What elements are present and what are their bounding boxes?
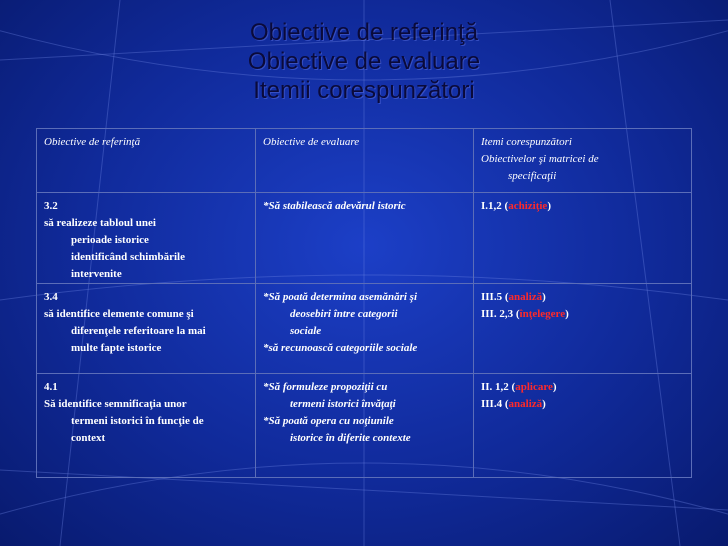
- item-code: I.1,2 (: [481, 200, 509, 212]
- item-keyword: analiză: [508, 398, 543, 410]
- objective-text: să identifice elemente comune şi: [44, 308, 194, 320]
- item-keyword: analiză: [508, 291, 543, 303]
- item-keyword: achiziţie: [508, 200, 548, 212]
- table-header-row: [37, 129, 692, 193]
- item-entry: [481, 396, 685, 413]
- header-items: [474, 129, 692, 193]
- item-entry: [481, 306, 685, 323]
- item-code: III.4 (: [481, 398, 509, 410]
- title-line-2: Obiective de evaluare: [247, 48, 481, 75]
- slide-title: [0, 18, 728, 105]
- table-row: [37, 193, 692, 284]
- title-line-1: Obiective de referinţă: [249, 19, 479, 46]
- item-suffix: ): [542, 291, 546, 303]
- items-cell: [474, 374, 692, 478]
- evaluation-objective-cell: [256, 193, 474, 284]
- evaluation-objective-cell: [256, 374, 474, 478]
- evaluation-text: *să recunoască categoriile sociale: [263, 342, 418, 354]
- objective-text-cont: termeni istorici în funcţie de: [71, 415, 204, 427]
- item-suffix: ): [552, 381, 557, 393]
- evaluation-text-cont: sociale: [290, 325, 322, 337]
- item-suffix: ): [547, 200, 551, 212]
- items-cell: [474, 284, 692, 374]
- item-suffix: ): [565, 308, 569, 320]
- item-entry: [481, 289, 685, 306]
- item-keyword: înţelegere: [519, 308, 566, 320]
- objective-number: 3.2: [44, 200, 58, 212]
- objective-number: 3.4: [44, 291, 58, 303]
- reference-objective-cell: [37, 374, 256, 478]
- item-code: II. 1,2 (: [481, 381, 516, 393]
- reference-objective-cell: [37, 193, 256, 284]
- evaluation-text: *Să stabilească adevărul istoric: [263, 200, 406, 212]
- evaluation-text: *Să poată determina asemănări şi: [263, 291, 418, 303]
- objective-text-cont: context: [71, 432, 106, 444]
- item-entry: [481, 198, 685, 215]
- table-row: [37, 284, 692, 374]
- header-items-line-2: Obiectivelor şi matricei de: [481, 153, 599, 165]
- item-code: III.5 (: [481, 291, 509, 303]
- table-row: [37, 374, 692, 478]
- evaluation-text-cont: deosebiri între categorii: [290, 308, 398, 320]
- reference-objective-cell: [37, 284, 256, 374]
- evaluation-text-cont: termeni istorici învăţaţi: [290, 398, 396, 410]
- header-items-line-3: specificaţii: [508, 170, 557, 182]
- item-suffix: ): [542, 398, 546, 410]
- item-keyword: aplicare: [515, 381, 553, 393]
- objective-text: să realizeze tabloul unei: [44, 217, 156, 229]
- objectives-table: [36, 128, 692, 478]
- objective-text-cont: intervenite: [71, 268, 122, 280]
- objective-number: 4.1: [44, 381, 58, 393]
- item-entry: [481, 379, 685, 396]
- evaluation-text: *Să formuleze propoziţii cu: [263, 381, 388, 393]
- objective-text: Să identifice semnificaţia unor: [44, 398, 187, 410]
- objective-text-cont: multe fapte istorice: [71, 342, 162, 354]
- items-cell: [474, 193, 692, 284]
- evaluation-text-cont: istorice în diferite contexte: [290, 432, 411, 444]
- objective-text-cont: diferenţele referitoare la mai: [71, 325, 206, 337]
- evaluation-objective-cell: [256, 284, 474, 374]
- header-evaluation-objectives: Obiective de evaluare: [256, 129, 474, 193]
- item-code: III. 2,3 (: [481, 308, 520, 320]
- objective-text-cont: perioade istorice: [71, 234, 149, 246]
- objective-text-cont: identificând schimbările: [71, 251, 185, 263]
- header-items-line-1: Itemi corespunzători: [481, 136, 572, 148]
- title-line-3: Itemii corespunzători: [253, 77, 475, 104]
- header-reference-objectives: Obiective de referinţă: [37, 129, 256, 193]
- evaluation-text: *Să poată opera cu noţiunile: [263, 415, 394, 427]
